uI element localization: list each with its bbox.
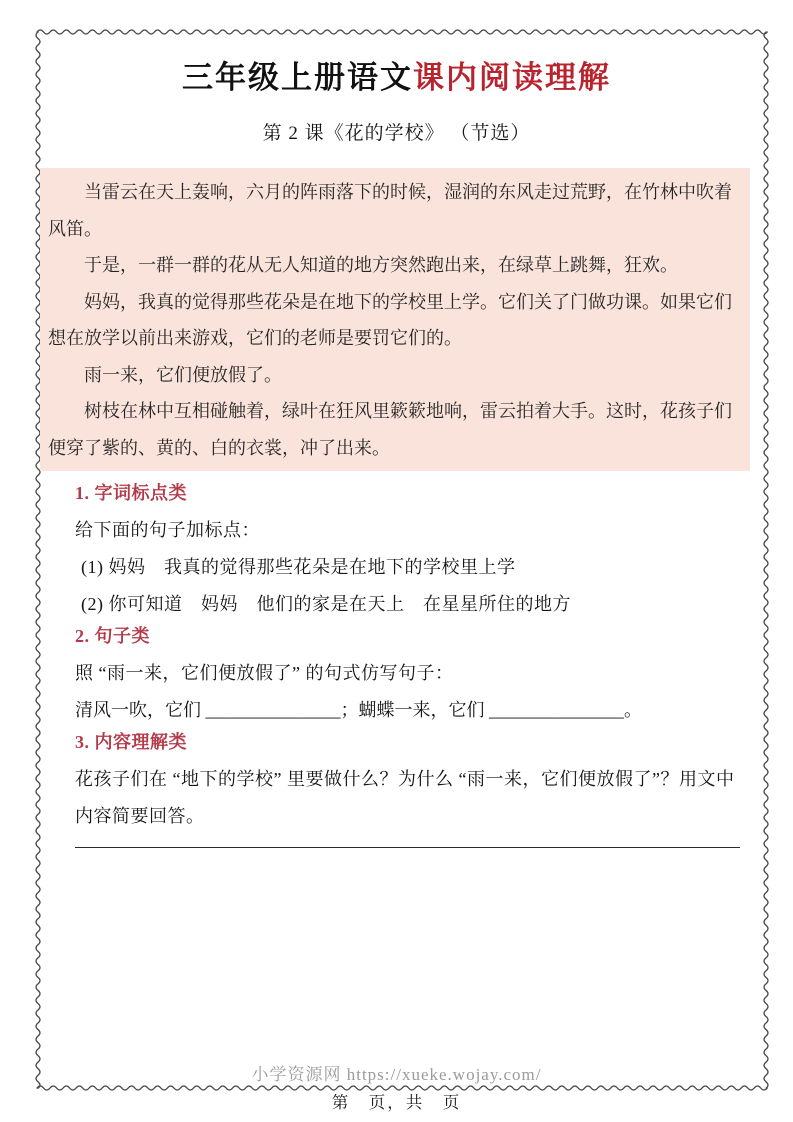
section-1-prompt: 给下面的句子加标点：	[75, 520, 260, 540]
section-1-item-2: (2) 你可知道 妈妈 他们的家是在天上 在星星所住的地方	[81, 594, 571, 614]
passage-paragraph: 于是，一群一群的花从无人知道的地方突然跑出来，在绿草上跳舞，狂欢。	[84, 255, 678, 275]
section-2-fill-blank-sentence: 清风一吹，它们 _______________；蝴蝶一来，它们 _______________。	[75, 700, 642, 720]
section-3-heading: 3. 内容理解类	[75, 732, 187, 752]
passage-paragraph: 雨一来，它们便放假了。	[84, 364, 282, 385]
footer-page-numbers: 第 页，共 页	[331, 1093, 462, 1112]
section-1-item-1: (1) 妈妈 我真的觉得那些花朵是在地下的学校里上学	[81, 557, 516, 577]
footer-site-watermark: 小学资源网 https://xueke.wojay.com/	[251, 1065, 542, 1084]
page-title-black-part: 三年级上册语文	[182, 60, 413, 95]
passage-paragraph: 当雷云在天上轰响，六月的阵雨落下的时候，湿润的东风走过荒野，在竹林中吹着风笛。	[48, 182, 732, 239]
reading-passage	[40, 168, 750, 471]
question-area	[75, 475, 740, 848]
section-1-heading: 1. 字词标点类	[75, 483, 187, 503]
section-2-heading: 2. 句子类	[75, 626, 150, 646]
lesson-subtitle: 第 2 课《花的学校》 （节选）	[262, 123, 531, 144]
page-title	[0, 58, 793, 98]
section-2-prompt: 照 “雨一来，它们便放假了” 的句式仿写句子：	[75, 663, 454, 683]
section-3-prompt: 花孩子们在 “地下的学校” 里要做什么？为什么 “雨一来，它们便放假了”？用文中内容简要回答。	[75, 769, 735, 826]
passage-paragraph: 树枝在林中互相碰触着，绿叶在狂风里簌簌地响，雷云拍着大手。这时，花孩子们便穿了紫的、黄的、白的衣裳，冲了出来。	[48, 401, 732, 458]
answer-line	[75, 847, 740, 848]
passage-paragraph: 妈妈，我真的觉得那些花朵是在地下的学校里上学。它们关了门做功课。如果它们想在放学以前出来游戏，它们的老师是要罚它们的。	[48, 291, 732, 348]
page-title-red-part: 课内阅读理解	[413, 60, 611, 95]
